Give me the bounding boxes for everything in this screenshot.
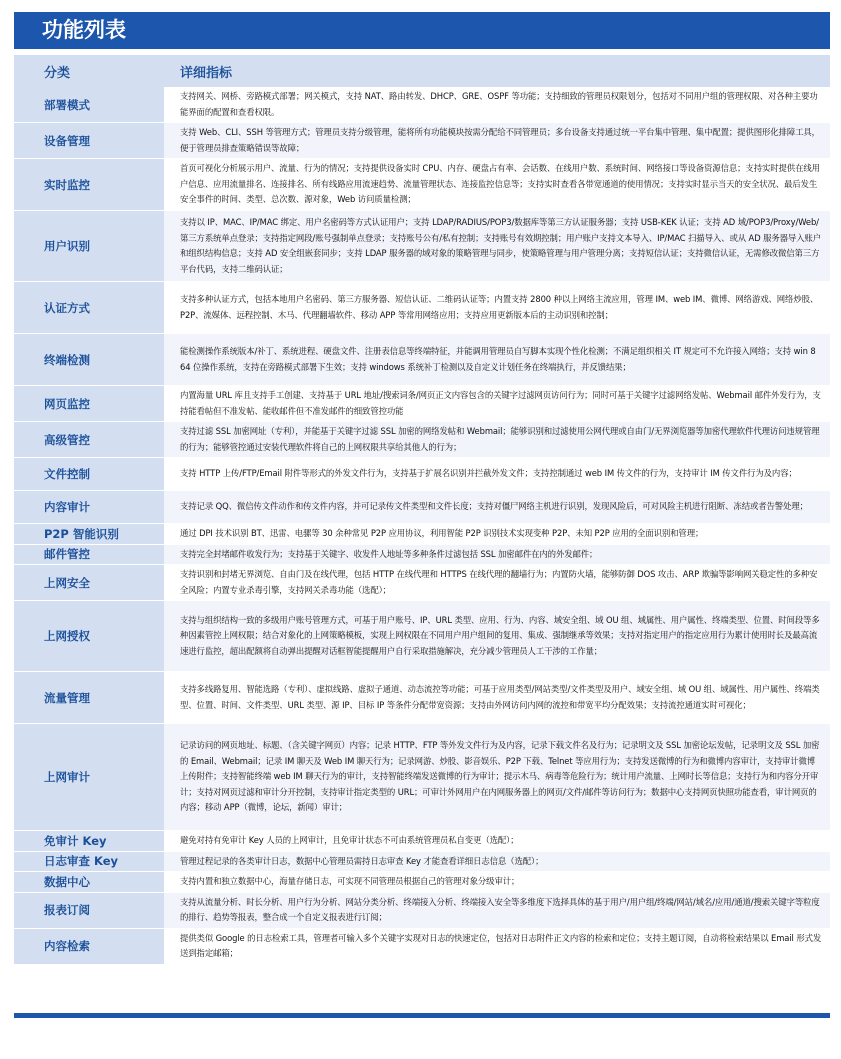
row-description: 支持以 IP、MAC、IP/MAC 绑定、用户名密码等方式认证用户；支持 LDAP/RADIUS/POP3/数据库等第三方认证服务器；支持 USB-KEK 认证；支持 AD 域/POP3/Proxy/Web/第三方系统单点登录；支持指定网段/账号强制单点登录；支持账号公有/私有控制；支持账号有效期控制；用户账户支持文本导入、IP/MAC 扫描导入、或从 AD 服务器导入账户和组织结构信息；支持 AD 安全组嵌套同步；支持 LDAP 服务器的域对象的策略管理与同步，使策略管理与用户管理分离；支持短信认证；支持微信认证，无需修改微信第三方平台代码，支持二维码认证； [164,211,830,282]
row-description: 支持过滤 SSL 加密网址（专利），并能基于关键字过滤 SSL 加密的网络发帖和 Webmail；能够识别和过滤使用公网代理或自由门/无界浏览器等加密代理软件代理访问违规管理的行为；能够管控通过安装代理软件将自己的上网权限共享给其他人的行为； [164,422,830,458]
table-row [14,872,830,893]
row-description: 能检测操作系统版本/补丁、系统进程、硬盘文件、注册表信息等终端特征，并能调用管理员自写脚本实现个性化检测；不满足组织相关 IT 规定可不允许接入网络；支持 win 8 64 位操作系统，支持在旁路模式部署下生效；支持 windows 系统补丁检测以及自定义计划任务在终端执行，并反馈结果； [164,334,830,386]
row-description: 支持多线路复用、智能选路（专利）、虚拟线路、虚拟子通道、动态流控等功能；可基于应用类型/网站类型/文件类型及用户、域安全组、域 OU 组、域属性、用户属性、终端类型、位置、时间、文件类型、URL 类型、源 IP、目标 IP 等条件分配带宽资源；支持由外网访问内网的流控和带宽平均分配效果；支持流控通道实时可视化； [164,672,830,724]
row-category: 日志审查 Key [14,851,164,872]
table-row [14,211,830,282]
table-row [14,159,830,211]
row-category: 报表订阅 [14,892,164,928]
bottom-rule [14,1013,830,1018]
row-category: 上网审计 [14,724,164,831]
table-row [14,928,830,964]
row-category: 部署模式 [14,87,164,123]
table-row [14,524,830,545]
row-description: 内置海量 URL 库且支持手工创建、支持基于 URL 地址/搜索词条/网页正文内容包含的关键字过滤网页访问行为；同时可基于关键字过滤网络发帖、Webmail 邮件外发行为，支持能看帖但不准发帖、能收邮件但不准发邮件的细致管控功能 [164,386,830,422]
row-description: 支持 Web、CLI、SSH 等管理方式；管理员支持分级管理，能将所有功能模块按需分配给不同管理员；多台设备支持通过统一平台集中管理、集中配置；提供图形化排障工具，便于管理员排查策略错误等故障； [164,123,830,159]
table-row [14,672,830,724]
row-description: 通过 DPI 技术识别 BT、迅雷、电骡等 30 余种常见 P2P 应用协议，利用智能 P2P 识别技术实现变种 P2P、未知 P2P 应用的全面识别和管理； [164,524,830,545]
row-category: 用户识别 [14,211,164,282]
row-description: 支持与组织结构一致的多级用户账号管理方式，可基于用户账号、IP、URL 类型、应用、行为、内容、域安全组、域 OU 组、域属性、用户属性、终端类型、位置、时间段等多种因素管控上网权限；结合对象化的上网策略模板，实现上网权限在不同用户用户组间的复用、集成、强制继承等效果；支持对指定用户的指定应用行为累计使用时长及最高流速进行监控，超出配额将自动弹出提醒对话框智能提醒用户自行采取措施解决，充分减少管理员人工干涉的工作量； [164,601,830,672]
table-row [14,544,830,565]
row-category: 内容检索 [14,928,164,964]
feature-table [14,55,830,965]
row-description: 支持识别和封堵无界浏览、自由门及在线代理，包括 HTTP 在线代理和 HTTPS 在线代理的翻墙行为；内置防火墙，能够防御 DOS 攻击、ARP 欺骗等影响网关稳定性的多种安全风险；内置专业杀毒引擎，支持网关杀毒功能（选配）； [164,565,830,601]
table-row [14,458,830,491]
table-row [14,892,830,928]
table-row [14,491,830,524]
row-description: 首页可视化分析展示用户、流量、行为的情况；支持提供设备实时 CPU、内存、硬盘占有率、会话数、在线用户数、系统时间、网络接口等设备资源信息；支持实时提供在线用户信息、应用流量排名、连接排名、所有线路应用流速趋势、流量管理状态、连接监控信息等；支持实时查看各带宽通道的使用情况；支持实时显示当天的安全状况、最后发生安全事件的时间、类型、总次数、源对象，Web 访问质量检测； [164,159,830,211]
row-description: 支持 HTTP 上传/FTP/Email 附件等形式的外发文件行为，支持基于扩展名识别并拦截外发文件；支持控制通过 web IM 传文件的行为，支持审计 IM 传文件行为及内容； [164,458,830,491]
table-header-row [14,55,830,87]
row-category: 数据中心 [14,872,164,893]
row-category: 终端检测 [14,334,164,386]
row-category: 认证方式 [14,282,164,334]
table-row [14,87,830,123]
row-category: 网页监控 [14,386,164,422]
row-category: 内容审计 [14,491,164,524]
table-row [14,123,830,159]
row-category: 上网安全 [14,565,164,601]
table-row [14,422,830,458]
row-category: 上网授权 [14,601,164,672]
row-description: 支持从流量分析、时长分析、用户行为分析、网站分类分析、终端接入分析、终端接入安全等多维度下选择具体的基于用户/用户组/终端/网站/域名/应用/通道/搜索关键字等粒度的排行、趋势等报表，整合成一个自定义报表进行订阅； [164,892,830,928]
row-category: 实时监控 [14,159,164,211]
table-row [14,565,830,601]
column-header-details: 详细指标 [164,55,830,87]
table-row [14,601,830,672]
table-row [14,334,830,386]
row-category: 高级管控 [14,422,164,458]
row-description: 支持内置和独立数据中心，海量存储日志，可实现不同管理员根据自己的管理对象分级审计； [164,872,830,893]
row-category: 设备管理 [14,123,164,159]
row-category: P2P 智能识别 [14,524,164,545]
table-row [14,831,830,852]
page-title: 功能列表 [14,12,830,49]
row-description: 提供类似 Google 的日志检索工具，管理者可输入多个关键字实现对日志的快速定位，包括对日志附件正文内容的检索和定位；支持主题订阅，自动将检索结果以 Email 形式发送到指定邮箱； [164,928,830,964]
table-body [14,87,830,964]
row-category: 免审计 Key [14,831,164,852]
row-description: 管理过程记录的各类审计日志，数据中心管理员需持日志审查 Key 才能查看详细日志信息（选配）； [164,851,830,872]
row-category: 流量管理 [14,672,164,724]
row-description: 支持网关、网桥、旁路模式部署；网关模式，支持 NAT、路由转发、DHCP、GRE、OSPF 等功能；支持细致的管理员权限划分，包括对不同用户组的管理权限、对各种主要功能界面的配置和查看权限。 [164,87,830,123]
row-description: 避免对持有免审计 Key 人员的上网审计，且免审计状态不可由系统管理员私自变更（选配）； [164,831,830,852]
table-row [14,724,830,831]
row-description: 记录访问的网页地址、标题、（含关键字网页）内容；记录 HTTP、FTP 等外发文件行为及内容，记录下载文件名及行为；记录明文及 SSL 加密论坛发帖，记录明文及 SSL 加密的 Email、Webmail；记录 IM 聊天及 Web IM 聊天行为；记录网游、炒股、影音娱乐、P2P 下载、Telnet 等应用行为；支持发送微博的行为和微博内容审计，支持审计微博上传附件；支持智能终端 web IM 聊天行为的审计，支持智能终端发送微博的行为审计；提示木马、病毒等危险行为；统计用户流量、上网时长等信息；支持行为和内容分开审计；支持对网页过滤和审计分开控制，支持审计指定类型的 URL；可审计外网用户在内网服务器上的网页/文件/邮件等访问行为；数据中心支持网页快照功能查看，审计网页的内容；移动 APP（微博，论坛，新闻）审计； [164,724,830,831]
table-row [14,282,830,334]
row-description: 支持多种认证方式，包括本地用户名密码、第三方服务器、短信认证、二维码认证等；内置支持 2800 种以上网络主流应用，管理 IM、web IM、微博、网络游戏、网络炒股、P2P、流媒体、远程控制、木马、代理翻墙软件、移动 APP 等常用网络应用；支持应用更新版本后的主动识别和控制； [164,282,830,334]
column-header-category: 分类 [14,55,164,87]
row-description: 支持记录 QQ、微信传文件动作和传文件内容，并可记录传文件类型和文件长度；支持对僵尸网络主机进行识别，发现风险后，可对风险主机进行阻断、冻结或者告警处理； [164,491,830,524]
row-category: 邮件管控 [14,544,164,565]
row-category: 文件控制 [14,458,164,491]
table-row [14,386,830,422]
table-row [14,851,830,872]
row-description: 支持完全封堵邮件收发行为；支持基于关键字、收发件人地址等多种条件过滤包括 SSL 加密邮件在内的外发邮件； [164,544,830,565]
